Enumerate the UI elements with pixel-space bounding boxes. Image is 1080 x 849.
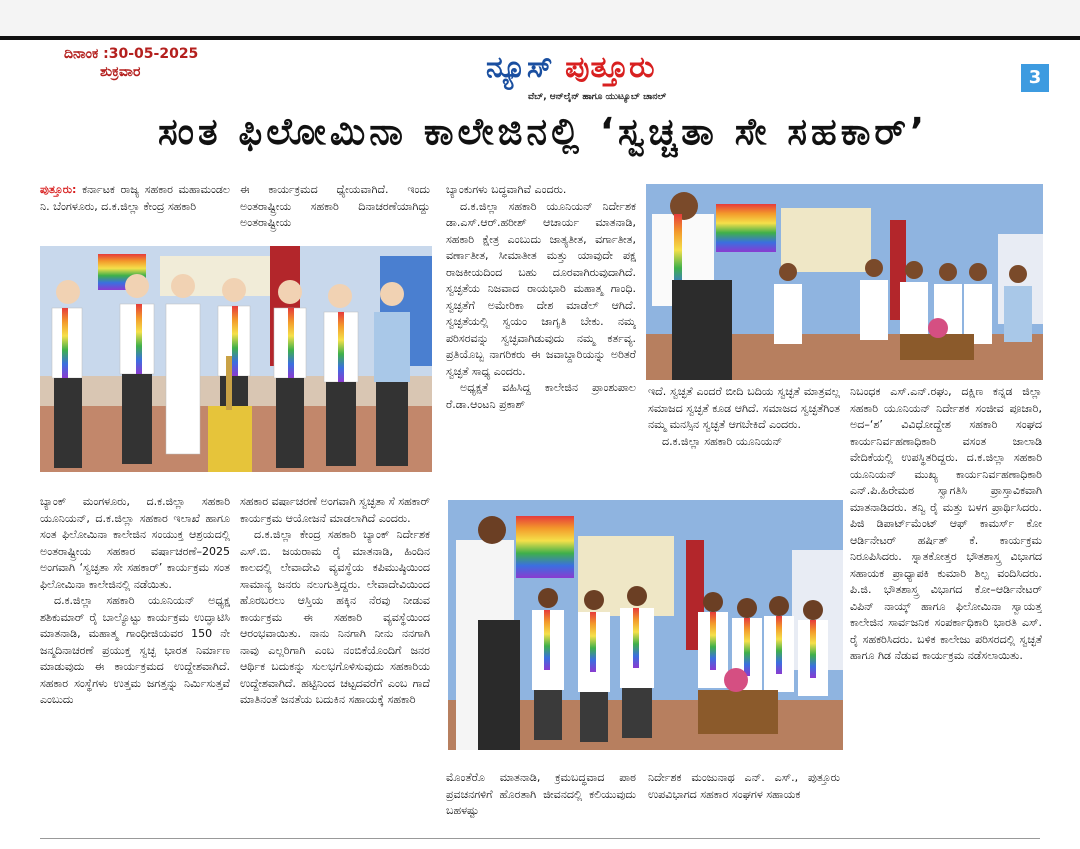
col2-para2: ದ.ಕ.ಜಿಲ್ಲಾ ಕೇಂದ್ರ ಸಹಕಾರಿ ಬ್ಯಾಂಕ್ ನಿರ್ದೇಶಕ ಎಸ್.ಬಿ. ಜಯರಾಮ ರೈ ಮಾತನಾಡಿ, ಹಿಂದಿನ ಕಾಲದಲ್ಲಿ ಲೇವಾದೇವಿ ವ್ಯವಸ್ಥೆಯ ಕಪಿಮುಷ್ಠಿಯಿಂದ ಸಾಮಾನ್ಯ ಜನರು ನಲುಗುತ್ತಿದ್ದರು. ಲೇವಾದೇವಿಯಿಂದ ಹೊರಬರಲು ಆಸ್ತಿಯ ಹಕ್ಕಿನ ನೆರವು ನೀಡುವ ಕಾರ್ಯಕ್ರಮ ಈ ಸಹಕಾರಿ ವ್ಯವಸ್ಥೆಯಿಂದ ಆರಂಭವಾಯಿತು. ನಾನು ನಿನಗಾಗಿ ನೀನು ನನಗಾಗಿ ನಾವು ಎಲ್ಲರಿಗಾಗಿ ಎಂಬ ನಂಬಿಕೆಯೊಂದಿಗೆ ಜನರ ಆರ್ಥಿಕ ಬದುಕನ್ನು ಸುಲಭಗೊಳಿಸುವುದು ಸಹಕಾರಿಯ ಉದ್ದೇಶವಾಗಿದೆ. ಹಟ್ಟಿನಿಂದ ಚಟ್ಟದವರೆಗೆ ಎಂಬ ಗಾದೆ ಮಾತಿನಂತೆ ಜನತೆಯ ಬದುಕಿನ ಸಹಾಯಕ್ಕೆ ಸಹಕಾರಿ	[240, 528, 430, 706]
date-line: ದಿನಾಂಕ :30-05-2025	[64, 46, 199, 62]
col4-bottom: ನಿರ್ದೇಶಕ ಮಂಜುನಾಥ ಎನ್. ಎಸ್., ಪುತ್ತೂರು ಉಪವಿಭಾಗದ ಸಹಕಾರ ಸಂಘಗಳ ಸಹಾಯಕ	[648, 771, 840, 801]
col2-top: ಈ ಕಾರ್ಯಕ್ರಮದ ಧ್ಯೇಯವಾಗಿದೆ. ಇಂದು ಅಂತರಾಷ್ಟ್ರೀಯ ಸಹಕಾರಿ ದಿನಾಚರಣೆಯಾಗಿದ್ದು ಅಂತರಾಷ್ಟ್ರೀಯ	[240, 183, 430, 229]
page-number-badge: 3	[1021, 64, 1049, 92]
photo-priest-podium	[448, 500, 843, 750]
byline: ಪುತ್ತೂರು:	[40, 183, 77, 196]
col1-top	[40, 182, 230, 248]
top-bar	[0, 0, 1080, 36]
col3-top	[446, 182, 636, 498]
photo-speaker-podium	[646, 184, 1043, 380]
headline: ಸಂತ ಫಿಲೋಮಿನಾ ಕಾಲೇಜಿನಲ್ಲಿ ‘ಸ್ವಚ್ಚತಾ ಸೇ ಸಹಕಾರ್’	[157, 110, 929, 153]
col4-mid	[648, 384, 840, 488]
col4-para1: ಇದೆ. ಸ್ವಚ್ಛತೆ ಎಂದರೆ ಬೀದಿ ಬದಿಯ ಸ್ವಚ್ಛತೆ ಮಾತ್ರವಲ್ಲ ಸಮಾಜದ ಸ್ವಚ್ಛತೆ ಕೂಡ ಆಗಿದೆ. ಸಮಾಜದ ಸ್ವಚ್ಛತೆಗಿಂತ ನಮ್ಮ ಮನಸ್ಸಿನ ಸ್ವಚ್ಛತೆ ಆಗಬೇಕಿದೆ ಎಂದರು.	[648, 385, 840, 431]
col1-top-text: ಕರ್ನಾಟಕ ರಾಜ್ಯ ಸಹಕಾರ ಮಹಾಮಂಡಲ ನಿ. ಬೆಂಗಳೂರು, ದ.ಕ.ಜಿಲ್ಲಾ ಕೇಂದ್ರ ಸಹಕಾರಿ	[40, 183, 230, 213]
col3-para3: ಅಧ್ಯಕ್ಷತೆ ವಹಿಸಿದ್ದ ಕಾಲೇಜಿನ ಪ್ರಾಂಶುಪಾಲ ರೆ.ಡಾ.ಆಂಟನಿ ಪ್ರಕಾಶ್	[446, 381, 636, 411]
col4-para2: ದ.ಕ.ಜಿಲ್ಲಾ ಸಹಕಾರಿ ಯೂನಿಯನ್	[662, 434, 783, 448]
col1-para2: ದ.ಕ.ಜಿಲ್ಲಾ ಸಹಕಾರಿ ಯೂನಿಯನ್ ಅಧ್ಯಕ್ಷ ಶಶಿಕುಮಾರ್ ರೈ ಬಾಲ್ಯೊಟ್ಟು ಕಾರ್ಯಕ್ರಮ ಉದ್ಘಾಟಿಸಿ ಮಾತನಾಡಿ, ಮಹಾತ್ಮ ಗಾಂಧೀಜಿಯವರ 150 ನೇ ಜನ್ಮದಿನಾಚರಣೆ ಪ್ರಯುಕ್ತ ಸ್ವಚ್ಛ ಭಾರತ ನಿರ್ಮಾಣ ಮಾಡುವುದು ಈ ಕಾರ್ಯಕ್ರಮದ ಉದ್ದೇಶವಾಗಿದೆ. ಸಹಕಾರ ಸಂಸ್ಥೆಗಳು ಉತ್ತಮ ಜಗತ್ತನ್ನು ನಿರ್ಮಿಸುತ್ತವೆ ಎಂಬುದು	[40, 594, 230, 706]
speaker-podium-image	[646, 184, 1043, 380]
photo-lamp-lighting	[40, 246, 432, 472]
col1-para1: ಬ್ಯಾಂಕ್ ಮಂಗಳೂರು, ದ.ಕ.ಜಿಲ್ಲಾ ಸಹಕಾರಿ ಯೂನಿಯನ್, ದ.ಕ.ಜಿಲ್ಲಾ ಸಹಕಾರ ಇಲಾಖೆ ಹಾಗೂ ಸಂತ ಫಿಲೋಮಿನಾ ಕಾಲೇಜಿನ ಸಂಯುಕ್ತ ಆಶ್ರಯದಲ್ಲಿ ಅಂತರಾಷ್ಟ್ರೀಯ ಸಹಕಾರ ವರ್ಷಾಚರಣೆ–2025 ಅಂಗವಾಗಿ ‘ಸ್ವಚ್ಛತಾ ಸೇ ಸಹಕಾರ್’ ಕಾರ್ಯಕ್ರಮ ಸಂತ ಫಿಲೋಮಿನಾ ಕಾಲೇಜಿನಲ್ಲಿ ನಡೆಯಿತು.	[40, 495, 230, 591]
lamp-lighting-image	[40, 246, 432, 472]
masthead-logo	[486, 50, 656, 85]
header-rule	[0, 36, 1080, 40]
col2-bottom	[240, 494, 430, 826]
col3-bottom: ಮೊಂತೆರೊ ಮಾತನಾಡಿ, ಕ್ರಮಬದ್ಧವಾದ ಪಾಠ ಪ್ರವಚನಗಳಿಗೆ ಹೊರತಾಗಿ ಜೀವನದಲ್ಲಿ ಕಲಿಯುವುದು ಬಹಳಷ್ಟು	[446, 771, 636, 817]
col5: ನಿಬಂಧಕ ಎಸ್.ಎನ್.ರಘು, ದಕ್ಷಿಣ ಕನ್ನಡ ಜಿಲ್ಲಾ ಸಹಕಾರಿ ಯೂನಿಯನ್ ನಿರ್ದೇಶಕ ಸಂಜೀವ ಪೂಜಾರಿ, ಅದ–‘ಶ’ ವಿವಿಧೋದ್ದೇಶ ಸಹಕಾರಿ ಸಂಘದ ಕಾರ್ಯನಿರ್ವಹಣಾಧಿಕಾರಿ ವಸಂತ ಜಾಲಾಡಿ ವೇದಿಕೆಯಲ್ಲಿ ಉಪಸ್ಥಿತರಿದ್ದರು. ದ.ಕ.ಜಿಲ್ಲಾ ಸಹಕಾರಿ ಯೂನಿಯನ್ ಮುಖ್ಯ ಕಾರ್ಯನಿರ್ವಹಣಾಧಿಕಾರಿ ಎನ್.ಪಿ.ಹಿರೇಮಠ ಸ್ವಾಗತಿಸಿ ಪ್ರಾಸ್ತಾವಿಕವಾಗಿ ಮಾತನಾಡಿದರು. ತನ್ವಿ ರೈ ಮತ್ತು ಬಳಗ ಪ್ರಾರ್ಥಿಸಿದರು. ಪಿಜಿ ಡಿಪಾರ್ಟ್‌ಮೆಂಟ್ ಆಫ್ ಕಾಮರ್ಸ್ ಕೋ ಆರ್ಡಿನೇಟರ್ ಹರ್ಷಿತ್ ಕೆ. ಕಾರ್ಯಕ್ರಮ ನಿರೂಪಿಸಿದರು. ಸ್ನಾತಕೋತ್ತರ ಭೌತಶಾಸ್ತ್ರ ವಿಭಾಗದ ಸಹಾಯಕ ಪ್ರಾಧ್ಯಾಪಕಿ ಕುಮಾರಿ ಶಿಲ್ಪ ವಂದಿಸಿದರು. ಪಿ.ಜಿ. ಭೌತಶಾಸ್ತ್ರ ವಿಭಾಗದ ಕೋ–ಆರ್ಡಿನೇಟರ್ ವಿಪಿನ್ ನಾಯ್ಕ್ ಹಾಗೂ ಫಿಲೋಮಿನಾ ಸ್ವಾಯತ್ತ ಕಾಲೇಜಿನ ಸಾರ್ವಜನಿಕ ಸಂಪರ್ಕಾಧಿಕಾರಿ ಭಾರತಿ ಎಸ್. ರೈ ಸಹಕರಿಸಿದರು. ಬಳಿಕ ಕಾಲೇಜು ಪರಿಸರದಲ್ಲಿ ಸ್ವಚ್ಛತೆ ಹಾಗೂ ಗಿಡ ನೆಡುವ ಕಾರ್ಯಕ್ರಮ ನಡೆಸಲಾಯಿತು.	[850, 385, 1042, 662]
col3-para1: ಬ್ಯಾಂಕುಗಳು ಬದ್ಧವಾಗಿವೆ ಎಂದರು.	[446, 183, 567, 196]
priest-podium-image	[448, 500, 843, 750]
weekday: ಶುಕ್ರವಾರ	[100, 64, 141, 80]
col1-bottom	[40, 494, 230, 826]
masthead-part2: ಪುತ್ತೂರು	[565, 50, 656, 85]
col2-para1: ಸಹಕಾರ ವರ್ಷಾಚರಣೆ ಅಂಗವಾಗಿ ಸ್ವಚ್ಛತಾ ಸೆ ಸಹಕಾರ್ ಕಾರ್ಯಕ್ರಮ ಆಯೋಜನೆ ಮಾಡಲಾಗಿದೆ ಎಂದರು.	[240, 495, 430, 525]
col3-para2: ದ.ಕ.ಜಿಲ್ಲಾ ಸಹಕಾರಿ ಯೂನಿಯನ್ ನಿರ್ದೇಶಕ ಡಾ.ಎಸ್.ಆರ್.ಹರೀಶ್ ಆಚಾರ್ಯ ಮಾತನಾಡಿ, ಸಹಕಾರಿ ಕ್ಷೇತ್ರ ಎಂಬುದು ಜಾತ್ಯತೀತ, ವರ್ಗಾತೀತ, ವರ್ಣಾತೀತ, ಸೀಮಾತೀತ ಮತ್ತು ಯಾವುದೇ ಪಕ್ಷ ರಾಜಕೀಯದಿಂದ ಬಹು ದೂರವಾಗಿರುವುದಾಗಿದೆ. ಸ್ವಚ್ಛತೆಯ ನಿಜವಾದ ರಾಯಭಾರಿ ಮಹಾತ್ಮ ಗಾಂಧಿ. ಸ್ವಚ್ಛತೆಗೆ ಅಮೇರಿಕಾ ದೇಶ ಮಾಡೆಲ್ ಆಗಿದೆ. ಸ್ವಚ್ಛತೆಯಲ್ಲಿ ಸ್ವಯಂ ಜಾಗೃತಿ ಬೇಕು. ನಮ್ಮ ಪರಿಸರವನ್ನು ಸ್ವಚ್ಛವಾಗಿಡುವುದು ನಮ್ಮ ಕರ್ತವ್ಯ. ಪ್ರತಿಯೊಬ್ಬ ನಾಗರಿಕರು ಈ ಜವಾಬ್ದಾರಿಯನ್ನು ಅರಿತರೆ ಸ್ವಚ್ಛತೆ ಸಾಧ್ಯ ಎಂದರು.	[446, 199, 636, 378]
footer-rule	[40, 838, 1040, 839]
masthead-tagline: ವೆಬ್, ಆನ್‌ಲೈನ್ ಹಾಗೂ ಯುಟ್ಯೂಬ್ ಚಾನಲ್	[528, 92, 667, 102]
masthead-part1: ನ್ಯೂಸ್	[486, 50, 554, 85]
